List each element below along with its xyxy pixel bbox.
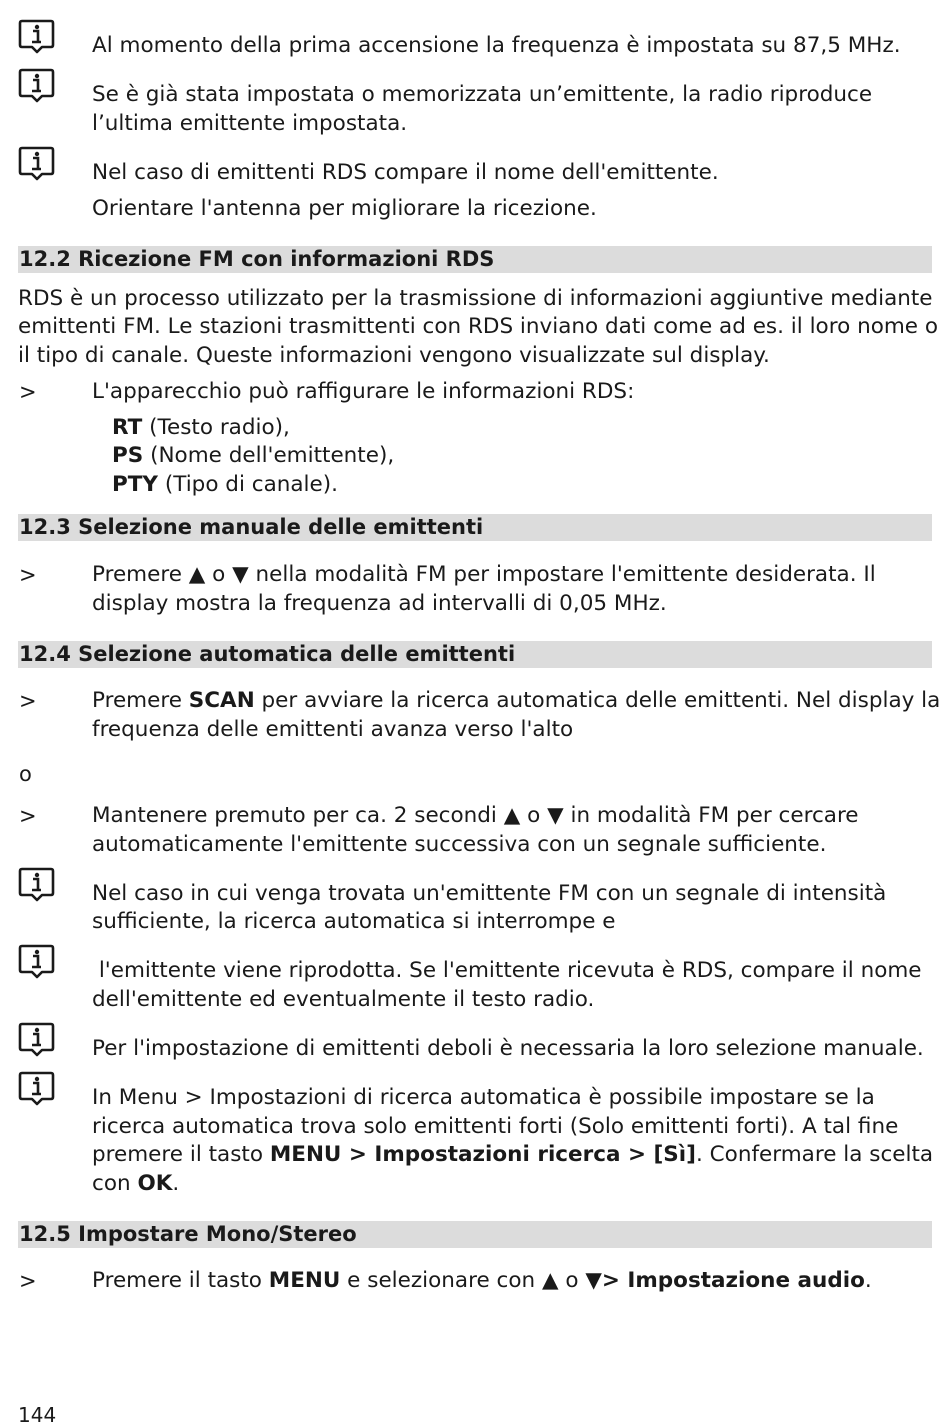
or-text: o [19, 762, 32, 786]
info-note-icon [18, 67, 55, 103]
note-text: l’ultima emittente impostata. [92, 111, 408, 136]
rds-item-pty [112, 471, 338, 500]
step-text: automaticamente l'emittente successiva con un segnale sufficiente. [92, 832, 827, 857]
note-text: l'emittente viene riprodotta. Se l'emittente ricevuta è RDS, compare il nome [92, 958, 922, 983]
step-text: L'apparecchio può raffigurare le informazioni RDS: [92, 379, 635, 404]
down-arrow-icon: ▼ [585, 1268, 602, 1293]
step-fragment: . [864, 1268, 872, 1293]
note-text: dell'emittente ed eventualmente il testo radio. [92, 987, 595, 1012]
up-arrow-icon: ▲ [188, 562, 206, 587]
info-note-icon [18, 18, 55, 54]
info-note-icon [18, 145, 55, 181]
step-text [92, 1267, 872, 1296]
up-arrow-icon: ▲ [503, 803, 521, 828]
note-text: Per l'impostazione di emittenti deboli è necessaria la loro selezione manuale. [92, 1036, 924, 1061]
note-text: ricerca automatica trova solo emittenti forti (Solo emittenti forti). A tal fine [92, 1114, 899, 1139]
paragraph-line: RDS è un processo utilizzato per la trasmissione di informazioni aggiuntive mediante [18, 286, 933, 311]
note-text: Al momento della prima accensione la frequenza è impostata su 87,5 MHz. [92, 33, 901, 58]
note-text [92, 1141, 933, 1170]
rds-desc: (Testo radio), [142, 415, 290, 440]
antenna-text: Orientare l'antenna per migliorare la ricezione. [92, 196, 597, 221]
step-text: frequenza delle emittenti avanza verso l'alto [92, 717, 574, 742]
step-fragment: o [558, 1268, 586, 1293]
step-marker: > [19, 804, 37, 828]
note-text: sufficiente, la ricerca automatica si interrompe e [92, 909, 616, 934]
step-fragment: o [520, 803, 548, 828]
step-fragment: Premere il tasto [92, 1268, 269, 1293]
step-fragment: in modalità FM per cercare [563, 803, 859, 828]
step-text [92, 561, 876, 590]
down-arrow-icon: ▼ [232, 562, 249, 587]
note-text [92, 1170, 179, 1199]
rds-abbr: PTY [112, 472, 158, 497]
ok-key-label: OK [137, 1171, 173, 1196]
step-text [92, 687, 940, 716]
rds-abbr: PS [112, 443, 144, 468]
scan-key-label: SCAN [188, 688, 255, 713]
section-heading-12-2: 12.2 Ricezione FM con informazioni RDS [18, 246, 932, 273]
step-fragment: Premere [92, 562, 189, 587]
step-marker: > [19, 563, 37, 587]
section-heading-12-5: 12.5 Impostare Mono/Stereo [18, 1221, 932, 1248]
step-text [92, 802, 859, 831]
menu-path-label: MENU > Impostazioni ricerca > [Sì] [269, 1142, 696, 1167]
up-arrow-icon: ▲ [541, 1268, 559, 1293]
rds-desc: (Nome dell'emittente), [143, 443, 395, 468]
note-fragment: . [172, 1171, 180, 1196]
rds-item-rt [112, 414, 290, 443]
step-text: display mostra la frequenza ad intervalli di 0,05 MHz. [92, 591, 667, 616]
note-text: In Menu > Impostazioni di ricerca automatica è possibile impostare se la [92, 1085, 875, 1110]
rds-abbr: RT [112, 415, 143, 440]
info-note-icon [18, 943, 55, 979]
section-heading-12-4: 12.4 Selezione automatica delle emittenti [18, 641, 932, 668]
step-marker: > [19, 689, 37, 713]
note-text: Nel caso in cui venga trovata un'emittente FM con un segnale di intensità [92, 881, 887, 906]
rds-item-ps [112, 442, 394, 471]
note-fragment: premere il tasto [92, 1142, 270, 1167]
paragraph-line: il tipo di canale. Queste informazioni vengono visualizzate sul display. [18, 343, 770, 368]
step-fragment: Mantenere premuto per ca. 2 secondi [92, 803, 504, 828]
audio-setting-label: > Impostazione audio [601, 1268, 865, 1293]
page-number: 144 [18, 1403, 57, 1427]
step-fragment: nella modalità FM per impostare l'emittente desiderata. Il [248, 562, 876, 587]
step-fragment: e selezionare con [340, 1268, 542, 1293]
step-marker: > [19, 380, 37, 404]
rds-desc: (Tipo di canale). [158, 472, 338, 497]
note-text: Se è già stata impostata o memorizzata un’emittente, la radio riproduce [92, 82, 873, 107]
step-marker: > [19, 1269, 37, 1293]
step-fragment: per avviare la ricerca automatica delle emittenti. Nel display la [254, 688, 941, 713]
info-note-icon [18, 1070, 55, 1106]
note-fragment: con [92, 1171, 138, 1196]
note-fragment: . Confermare la scelta [696, 1142, 934, 1167]
note-text: Nel caso di emittenti RDS compare il nome dell'emittente. [92, 160, 719, 185]
down-arrow-icon: ▼ [547, 803, 564, 828]
info-note-icon [18, 1021, 55, 1057]
step-fragment: o [205, 562, 233, 587]
step-fragment: Premere [92, 688, 189, 713]
paragraph-line: emittenti FM. Le stazioni trasmittenti con RDS inviano dati come ad es. il loro nome o [18, 314, 939, 339]
section-heading-12-3: 12.3 Selezione manuale delle emittenti [18, 514, 932, 541]
info-note-icon [18, 866, 55, 902]
menu-key-label: MENU [268, 1268, 341, 1293]
